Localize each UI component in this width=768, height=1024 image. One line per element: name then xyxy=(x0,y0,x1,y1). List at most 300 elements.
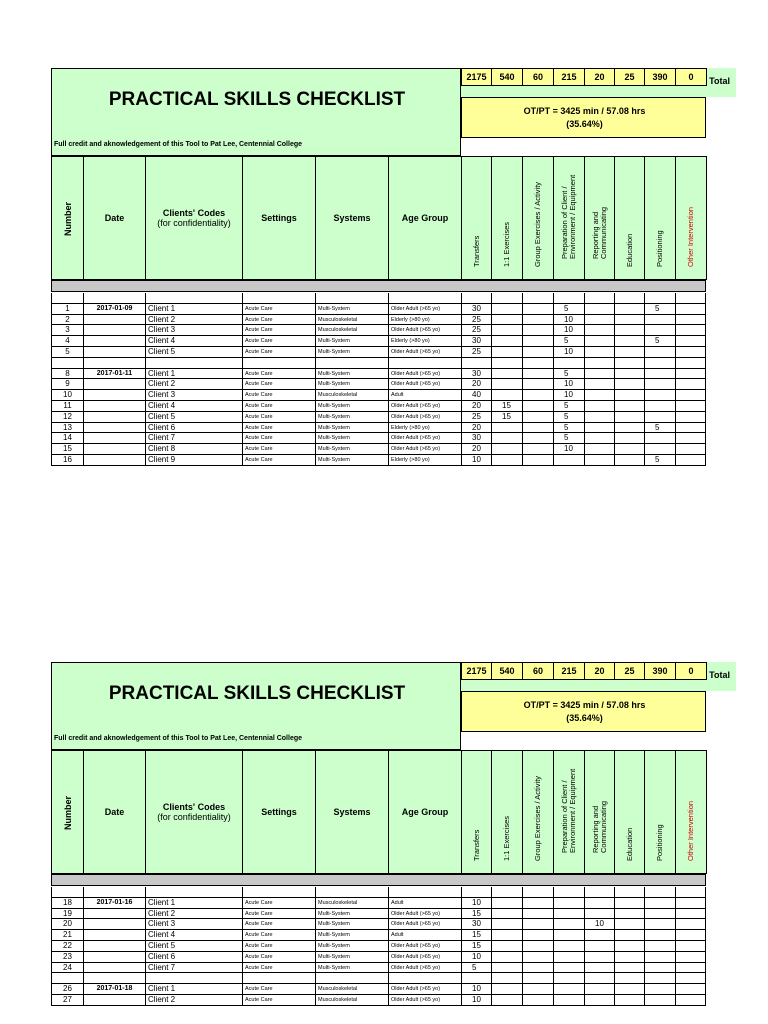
cell-activity-minutes[interactable] xyxy=(584,379,614,390)
cell-num[interactable] xyxy=(51,973,83,984)
cell-activity-minutes[interactable] xyxy=(461,358,491,369)
cell-activity-minutes[interactable] xyxy=(644,412,675,423)
cell-date[interactable] xyxy=(83,358,145,369)
cell-activity-minutes[interactable]: 10 xyxy=(553,347,584,358)
cell-activity-minutes[interactable] xyxy=(675,995,706,1006)
cell-activity-minutes[interactable] xyxy=(644,325,675,336)
cell-activity-minutes[interactable] xyxy=(644,347,675,358)
cell-num[interactable]: 12 xyxy=(51,412,83,423)
cell-activity-minutes[interactable]: 15 xyxy=(461,941,491,952)
cell-activity-minutes[interactable] xyxy=(491,909,522,920)
cell-activity-minutes[interactable] xyxy=(491,347,522,358)
cell-client[interactable]: Client 1 xyxy=(145,898,242,909)
cell-client[interactable]: Client 9 xyxy=(145,455,242,466)
cell-activity-minutes[interactable] xyxy=(644,369,675,380)
cell-activity-minutes[interactable] xyxy=(522,293,553,304)
cell-setting[interactable]: Acute Care xyxy=(242,347,315,358)
cell-activity-minutes[interactable]: 30 xyxy=(461,369,491,380)
cell-activity-minutes[interactable] xyxy=(553,995,584,1006)
cell-setting[interactable]: Acute Care xyxy=(242,930,315,941)
cell-age[interactable]: Elderly (>80 yo) xyxy=(388,315,461,326)
cell-client[interactable]: Client 7 xyxy=(145,963,242,974)
cell-activity-minutes[interactable] xyxy=(644,379,675,390)
cell-age[interactable]: Older Adult (>65 yo) xyxy=(388,412,461,423)
cell-system[interactable]: Musculoskeletal xyxy=(315,995,388,1006)
cell-client[interactable]: Client 2 xyxy=(145,995,242,1006)
cell-activity-minutes[interactable] xyxy=(675,369,706,380)
cell-num[interactable] xyxy=(51,887,83,898)
cell-date[interactable] xyxy=(83,433,145,444)
cell-activity-minutes[interactable] xyxy=(584,423,614,434)
cell-activity-minutes[interactable] xyxy=(522,930,553,941)
cell-system[interactable]: Multi-System xyxy=(315,369,388,380)
cell-activity-minutes[interactable] xyxy=(522,315,553,326)
cell-system[interactable] xyxy=(315,887,388,898)
cell-num[interactable]: 23 xyxy=(51,952,83,963)
cell-activity-minutes[interactable] xyxy=(614,919,644,930)
cell-activity-minutes[interactable] xyxy=(461,973,491,984)
cell-date[interactable] xyxy=(83,390,145,401)
cell-activity-minutes[interactable] xyxy=(491,898,522,909)
cell-activity-minutes[interactable] xyxy=(614,898,644,909)
cell-activity-minutes[interactable] xyxy=(614,412,644,423)
cell-activity-minutes[interactable] xyxy=(522,369,553,380)
cell-date[interactable] xyxy=(83,444,145,455)
cell-activity-minutes[interactable] xyxy=(584,358,614,369)
cell-activity-minutes[interactable] xyxy=(614,887,644,898)
cell-activity-minutes[interactable] xyxy=(675,444,706,455)
cell-client[interactable]: Client 1 xyxy=(145,304,242,315)
cell-client[interactable]: Client 3 xyxy=(145,325,242,336)
cell-setting[interactable]: Acute Care xyxy=(242,455,315,466)
cell-activity-minutes[interactable] xyxy=(553,909,584,920)
cell-activity-minutes[interactable] xyxy=(522,347,553,358)
cell-age[interactable]: Older Adult (>65 yo) xyxy=(388,347,461,358)
cell-activity-minutes[interactable] xyxy=(614,930,644,941)
cell-activity-minutes[interactable] xyxy=(644,995,675,1006)
cell-activity-minutes[interactable] xyxy=(614,325,644,336)
cell-activity-minutes[interactable] xyxy=(491,973,522,984)
cell-activity-minutes[interactable]: 5 xyxy=(644,455,675,466)
cell-activity-minutes[interactable] xyxy=(522,455,553,466)
cell-activity-minutes[interactable] xyxy=(584,390,614,401)
cell-activity-minutes[interactable] xyxy=(522,423,553,434)
cell-activity-minutes[interactable] xyxy=(491,423,522,434)
cell-date[interactable] xyxy=(83,973,145,984)
cell-system[interactable]: Multi-System xyxy=(315,444,388,455)
cell-activity-minutes[interactable] xyxy=(614,304,644,315)
cell-client[interactable]: Client 2 xyxy=(145,909,242,920)
cell-activity-minutes[interactable] xyxy=(614,347,644,358)
cell-system[interactable]: Multi-System xyxy=(315,336,388,347)
cell-activity-minutes[interactable] xyxy=(522,336,553,347)
cell-activity-minutes[interactable] xyxy=(553,919,584,930)
cell-activity-minutes[interactable]: 30 xyxy=(461,304,491,315)
cell-system[interactable]: Musculoskeletal xyxy=(315,984,388,995)
cell-age[interactable] xyxy=(388,293,461,304)
cell-age[interactable]: Older Adult (>65 yo) xyxy=(388,963,461,974)
cell-system[interactable]: Multi-System xyxy=(315,423,388,434)
cell-activity-minutes[interactable] xyxy=(644,433,675,444)
cell-system[interactable]: Multi-System xyxy=(315,919,388,930)
cell-activity-minutes[interactable] xyxy=(522,909,553,920)
cell-activity-minutes[interactable] xyxy=(491,433,522,444)
cell-num[interactable]: 2 xyxy=(51,315,83,326)
cell-date[interactable] xyxy=(83,423,145,434)
cell-system[interactable] xyxy=(315,973,388,984)
cell-activity-minutes[interactable]: 15 xyxy=(491,412,522,423)
cell-age[interactable]: Elderly (>80 yo) xyxy=(388,455,461,466)
cell-activity-minutes[interactable] xyxy=(614,379,644,390)
cell-num[interactable]: 18 xyxy=(51,898,83,909)
cell-system[interactable]: Musculoskeletal xyxy=(315,390,388,401)
cell-activity-minutes[interactable] xyxy=(522,973,553,984)
cell-system[interactable]: Multi-System xyxy=(315,455,388,466)
cell-client[interactable]: Client 6 xyxy=(145,952,242,963)
cell-activity-minutes[interactable] xyxy=(675,930,706,941)
cell-date[interactable] xyxy=(83,941,145,952)
cell-age[interactable]: Older Adult (>65 yo) xyxy=(388,379,461,390)
cell-age[interactable]: Older Adult (>65 yo) xyxy=(388,433,461,444)
cell-activity-minutes[interactable] xyxy=(675,919,706,930)
cell-activity-minutes[interactable] xyxy=(491,952,522,963)
cell-activity-minutes[interactable] xyxy=(491,369,522,380)
cell-num[interactable]: 8 xyxy=(51,369,83,380)
cell-age[interactable]: Older Adult (>65 yo) xyxy=(388,401,461,412)
cell-activity-minutes[interactable] xyxy=(584,455,614,466)
cell-activity-minutes[interactable] xyxy=(614,358,644,369)
cell-setting[interactable]: Acute Care xyxy=(242,995,315,1006)
cell-activity-minutes[interactable]: 10 xyxy=(584,919,614,930)
cell-activity-minutes[interactable]: 5 xyxy=(644,423,675,434)
cell-activity-minutes[interactable] xyxy=(522,887,553,898)
cell-activity-minutes[interactable] xyxy=(522,444,553,455)
cell-activity-minutes[interactable]: 20 xyxy=(461,444,491,455)
cell-date[interactable] xyxy=(83,909,145,920)
cell-num[interactable]: 19 xyxy=(51,909,83,920)
cell-setting[interactable]: Acute Care xyxy=(242,952,315,963)
cell-activity-minutes[interactable] xyxy=(584,369,614,380)
cell-date[interactable] xyxy=(83,293,145,304)
cell-activity-minutes[interactable]: 10 xyxy=(461,995,491,1006)
cell-date[interactable] xyxy=(83,315,145,326)
cell-activity-minutes[interactable] xyxy=(584,973,614,984)
cell-activity-minutes[interactable]: 5 xyxy=(461,963,491,974)
cell-activity-minutes[interactable] xyxy=(522,325,553,336)
cell-activity-minutes[interactable] xyxy=(553,455,584,466)
cell-activity-minutes[interactable]: 40 xyxy=(461,390,491,401)
cell-activity-minutes[interactable] xyxy=(584,984,614,995)
cell-activity-minutes[interactable] xyxy=(491,379,522,390)
cell-activity-minutes[interactable] xyxy=(584,898,614,909)
cell-num[interactable]: 9 xyxy=(51,379,83,390)
cell-age[interactable]: Older Adult (>65 yo) xyxy=(388,952,461,963)
cell-activity-minutes[interactable] xyxy=(614,369,644,380)
cell-activity-minutes[interactable] xyxy=(522,984,553,995)
cell-activity-minutes[interactable] xyxy=(644,984,675,995)
cell-activity-minutes[interactable] xyxy=(491,325,522,336)
cell-activity-minutes[interactable] xyxy=(553,984,584,995)
cell-age[interactable]: Older Adult (>65 yo) xyxy=(388,909,461,920)
cell-activity-minutes[interactable] xyxy=(675,336,706,347)
cell-date[interactable]: 2017-01-11 xyxy=(83,369,145,380)
cell-num[interactable]: 22 xyxy=(51,941,83,952)
cell-client[interactable]: Client 2 xyxy=(145,315,242,326)
cell-activity-minutes[interactable] xyxy=(491,315,522,326)
cell-activity-minutes[interactable]: 20 xyxy=(461,423,491,434)
cell-date[interactable] xyxy=(83,347,145,358)
cell-client[interactable]: Client 1 xyxy=(145,984,242,995)
cell-activity-minutes[interactable] xyxy=(584,293,614,304)
cell-activity-minutes[interactable]: 10 xyxy=(461,984,491,995)
cell-activity-minutes[interactable] xyxy=(614,401,644,412)
cell-activity-minutes[interactable] xyxy=(644,941,675,952)
cell-client[interactable]: Client 8 xyxy=(145,444,242,455)
cell-activity-minutes[interactable]: 10 xyxy=(553,379,584,390)
cell-activity-minutes[interactable]: 5 xyxy=(553,369,584,380)
cell-client[interactable]: Client 3 xyxy=(145,919,242,930)
cell-activity-minutes[interactable] xyxy=(584,887,614,898)
cell-setting[interactable]: Acute Care xyxy=(242,390,315,401)
cell-activity-minutes[interactable] xyxy=(491,984,522,995)
cell-date[interactable] xyxy=(83,401,145,412)
cell-activity-minutes[interactable] xyxy=(614,433,644,444)
cell-client[interactable]: Client 7 xyxy=(145,433,242,444)
cell-activity-minutes[interactable]: 25 xyxy=(461,325,491,336)
cell-system[interactable]: Multi-System xyxy=(315,412,388,423)
cell-age[interactable]: Older Adult (>65 yo) xyxy=(388,444,461,455)
cell-activity-minutes[interactable] xyxy=(644,293,675,304)
cell-setting[interactable] xyxy=(242,293,315,304)
cell-activity-minutes[interactable] xyxy=(675,898,706,909)
cell-age[interactable] xyxy=(388,973,461,984)
cell-activity-minutes[interactable]: 5 xyxy=(644,336,675,347)
cell-activity-minutes[interactable] xyxy=(491,941,522,952)
cell-system[interactable]: Multi-System xyxy=(315,304,388,315)
cell-num[interactable]: 10 xyxy=(51,390,83,401)
cell-age[interactable] xyxy=(388,887,461,898)
cell-activity-minutes[interactable] xyxy=(553,952,584,963)
cell-activity-minutes[interactable] xyxy=(614,390,644,401)
cell-setting[interactable]: Acute Care xyxy=(242,401,315,412)
cell-client[interactable]: Client 4 xyxy=(145,336,242,347)
cell-activity-minutes[interactable] xyxy=(675,984,706,995)
cell-activity-minutes[interactable] xyxy=(522,379,553,390)
cell-age[interactable]: Older Adult (>65 yo) xyxy=(388,919,461,930)
cell-date[interactable] xyxy=(83,963,145,974)
cell-client[interactable]: Client 2 xyxy=(145,379,242,390)
cell-num[interactable]: 24 xyxy=(51,963,83,974)
cell-client[interactable]: Client 1 xyxy=(145,369,242,380)
cell-activity-minutes[interactable]: 20 xyxy=(461,401,491,412)
cell-activity-minutes[interactable] xyxy=(644,390,675,401)
cell-setting[interactable]: Acute Care xyxy=(242,984,315,995)
cell-num[interactable]: 5 xyxy=(51,347,83,358)
cell-date[interactable]: 2017-01-16 xyxy=(83,898,145,909)
cell-setting[interactable]: Acute Care xyxy=(242,433,315,444)
cell-setting[interactable]: Acute Care xyxy=(242,444,315,455)
cell-activity-minutes[interactable] xyxy=(522,358,553,369)
cell-system[interactable]: Multi-System xyxy=(315,433,388,444)
cell-activity-minutes[interactable] xyxy=(491,444,522,455)
cell-activity-minutes[interactable]: 5 xyxy=(553,336,584,347)
cell-num[interactable]: 4 xyxy=(51,336,83,347)
cell-activity-minutes[interactable] xyxy=(491,995,522,1006)
cell-activity-minutes[interactable] xyxy=(675,304,706,315)
cell-activity-minutes[interactable] xyxy=(584,433,614,444)
cell-activity-minutes[interactable]: 5 xyxy=(553,401,584,412)
cell-activity-minutes[interactable] xyxy=(584,304,614,315)
cell-setting[interactable]: Acute Care xyxy=(242,336,315,347)
cell-activity-minutes[interactable] xyxy=(675,941,706,952)
cell-activity-minutes[interactable] xyxy=(522,433,553,444)
cell-setting[interactable] xyxy=(242,887,315,898)
cell-client[interactable] xyxy=(145,358,242,369)
cell-system[interactable]: Multi-System xyxy=(315,941,388,952)
cell-activity-minutes[interactable] xyxy=(584,909,614,920)
cell-activity-minutes[interactable] xyxy=(584,401,614,412)
cell-activity-minutes[interactable] xyxy=(491,963,522,974)
cell-setting[interactable]: Acute Care xyxy=(242,919,315,930)
cell-age[interactable]: Adult xyxy=(388,898,461,909)
cell-activity-minutes[interactable] xyxy=(491,390,522,401)
cell-activity-minutes[interactable] xyxy=(522,401,553,412)
cell-activity-minutes[interactable] xyxy=(644,963,675,974)
cell-activity-minutes[interactable] xyxy=(644,952,675,963)
cell-setting[interactable]: Acute Care xyxy=(242,304,315,315)
cell-activity-minutes[interactable] xyxy=(522,995,553,1006)
cell-activity-minutes[interactable]: 15 xyxy=(491,401,522,412)
cell-activity-minutes[interactable] xyxy=(675,390,706,401)
cell-activity-minutes[interactable]: 10 xyxy=(553,390,584,401)
cell-activity-minutes[interactable] xyxy=(614,984,644,995)
cell-activity-minutes[interactable] xyxy=(522,963,553,974)
cell-activity-minutes[interactable] xyxy=(491,336,522,347)
cell-age[interactable]: Older Adult (>65 yo) xyxy=(388,325,461,336)
cell-activity-minutes[interactable] xyxy=(553,293,584,304)
cell-activity-minutes[interactable] xyxy=(644,973,675,984)
cell-setting[interactable]: Acute Care xyxy=(242,315,315,326)
cell-activity-minutes[interactable] xyxy=(675,455,706,466)
cell-activity-minutes[interactable] xyxy=(553,898,584,909)
cell-activity-minutes[interactable] xyxy=(522,898,553,909)
cell-setting[interactable]: Acute Care xyxy=(242,423,315,434)
cell-system[interactable]: Multi-System xyxy=(315,379,388,390)
cell-activity-minutes[interactable]: 10 xyxy=(461,952,491,963)
cell-age[interactable]: Elderly (>80 yo) xyxy=(388,423,461,434)
cell-activity-minutes[interactable] xyxy=(614,315,644,326)
cell-activity-minutes[interactable] xyxy=(491,930,522,941)
cell-setting[interactable]: Acute Care xyxy=(242,898,315,909)
cell-activity-minutes[interactable] xyxy=(614,455,644,466)
cell-activity-minutes[interactable] xyxy=(461,293,491,304)
cell-system[interactable] xyxy=(315,358,388,369)
cell-client[interactable] xyxy=(145,887,242,898)
cell-system[interactable]: Multi-System xyxy=(315,952,388,963)
cell-setting[interactable]: Acute Care xyxy=(242,941,315,952)
cell-date[interactable] xyxy=(83,455,145,466)
cell-age[interactable]: Older Adult (>65 yo) xyxy=(388,369,461,380)
cell-activity-minutes[interactable] xyxy=(584,444,614,455)
cell-activity-minutes[interactable]: 25 xyxy=(461,347,491,358)
cell-activity-minutes[interactable] xyxy=(675,412,706,423)
cell-activity-minutes[interactable] xyxy=(491,455,522,466)
cell-activity-minutes[interactable] xyxy=(553,973,584,984)
cell-system[interactable]: Multi-System xyxy=(315,401,388,412)
cell-num[interactable]: 27 xyxy=(51,995,83,1006)
cell-date[interactable] xyxy=(83,930,145,941)
cell-age[interactable] xyxy=(388,358,461,369)
cell-activity-minutes[interactable] xyxy=(553,887,584,898)
cell-activity-minutes[interactable] xyxy=(491,304,522,315)
cell-date[interactable] xyxy=(83,952,145,963)
cell-system[interactable]: Multi-System xyxy=(315,347,388,358)
cell-setting[interactable] xyxy=(242,358,315,369)
cell-activity-minutes[interactable] xyxy=(584,325,614,336)
cell-activity-minutes[interactable]: 5 xyxy=(553,412,584,423)
cell-activity-minutes[interactable]: 15 xyxy=(461,909,491,920)
cell-client[interactable]: Client 5 xyxy=(145,412,242,423)
cell-activity-minutes[interactable] xyxy=(675,433,706,444)
cell-activity-minutes[interactable] xyxy=(553,963,584,974)
cell-activity-minutes[interactable] xyxy=(675,358,706,369)
cell-activity-minutes[interactable] xyxy=(644,315,675,326)
cell-date[interactable] xyxy=(83,995,145,1006)
cell-num[interactable]: 13 xyxy=(51,423,83,434)
cell-num[interactable]: 14 xyxy=(51,433,83,444)
cell-activity-minutes[interactable]: 30 xyxy=(461,433,491,444)
cell-activity-minutes[interactable] xyxy=(614,963,644,974)
cell-activity-minutes[interactable] xyxy=(614,293,644,304)
cell-num[interactable] xyxy=(51,358,83,369)
cell-activity-minutes[interactable] xyxy=(675,952,706,963)
cell-num[interactable]: 3 xyxy=(51,325,83,336)
cell-activity-minutes[interactable]: 25 xyxy=(461,412,491,423)
cell-age[interactable]: Adult xyxy=(388,930,461,941)
cell-client[interactable]: Client 6 xyxy=(145,423,242,434)
cell-activity-minutes[interactable] xyxy=(522,304,553,315)
cell-client[interactable] xyxy=(145,973,242,984)
cell-system[interactable] xyxy=(315,293,388,304)
cell-date[interactable] xyxy=(83,412,145,423)
cell-activity-minutes[interactable] xyxy=(522,919,553,930)
cell-activity-minutes[interactable] xyxy=(675,379,706,390)
cell-activity-minutes[interactable] xyxy=(644,909,675,920)
cell-system[interactable]: Multi-System xyxy=(315,963,388,974)
cell-num[interactable]: 26 xyxy=(51,984,83,995)
cell-activity-minutes[interactable] xyxy=(675,293,706,304)
cell-activity-minutes[interactable] xyxy=(614,952,644,963)
cell-activity-minutes[interactable] xyxy=(644,930,675,941)
cell-activity-minutes[interactable] xyxy=(584,412,614,423)
cell-activity-minutes[interactable] xyxy=(584,930,614,941)
cell-client[interactable]: Client 4 xyxy=(145,401,242,412)
cell-activity-minutes[interactable]: 5 xyxy=(553,433,584,444)
cell-activity-minutes[interactable] xyxy=(522,941,553,952)
cell-date[interactable]: 2017-01-18 xyxy=(83,984,145,995)
cell-num[interactable]: 21 xyxy=(51,930,83,941)
cell-activity-minutes[interactable] xyxy=(584,995,614,1006)
cell-activity-minutes[interactable]: 25 xyxy=(461,315,491,326)
cell-activity-minutes[interactable]: 5 xyxy=(553,304,584,315)
cell-activity-minutes[interactable]: 10 xyxy=(461,898,491,909)
cell-activity-minutes[interactable] xyxy=(553,930,584,941)
cell-setting[interactable]: Acute Care xyxy=(242,325,315,336)
cell-activity-minutes[interactable] xyxy=(644,919,675,930)
cell-activity-minutes[interactable]: 30 xyxy=(461,919,491,930)
cell-activity-minutes[interactable] xyxy=(644,898,675,909)
cell-activity-minutes[interactable]: 5 xyxy=(553,423,584,434)
